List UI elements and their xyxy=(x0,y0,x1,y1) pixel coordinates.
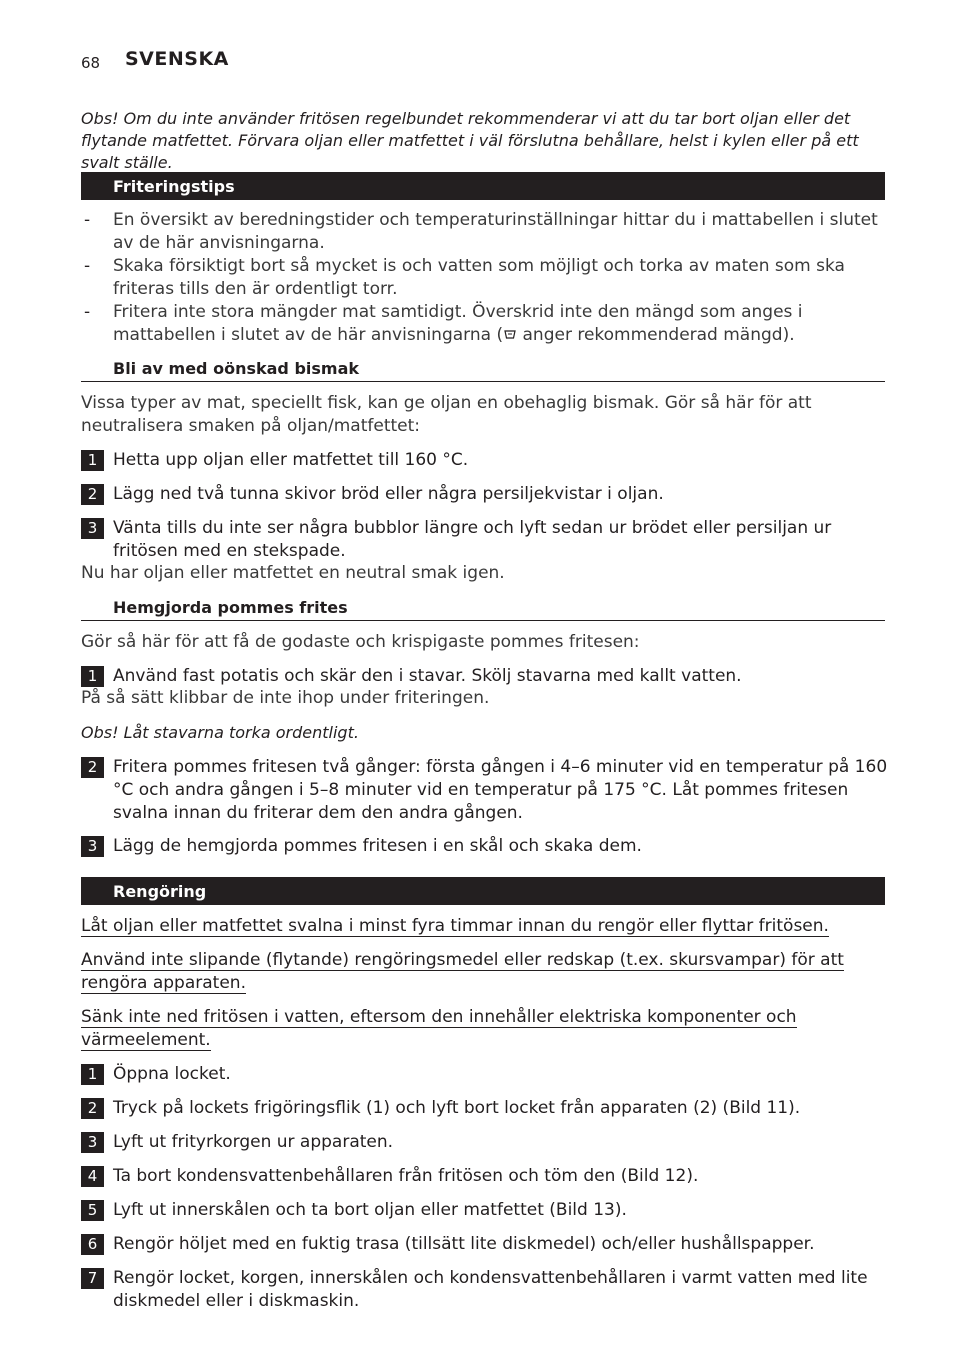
step-number: 1 xyxy=(81,1064,104,1085)
step-text: Fritera pommes fritesen två gånger: första gången i 4–6 minuter vid en temperatur på 160 °C och andra gången i 5–8 minuter vid en temperatur på 175 °C. Låt pommes fritesen svalna innan du friterar dem den andra gången. xyxy=(113,757,888,823)
subsection-title: Hemgjorda pommes frites xyxy=(113,598,348,617)
section-title: Friteringstips xyxy=(113,177,235,196)
step-text: Öppna locket. xyxy=(113,1064,231,1084)
step-number: 2 xyxy=(81,484,104,505)
step-number: 7 xyxy=(81,1268,104,1289)
section-cleaning xyxy=(81,877,885,905)
step-number: 2 xyxy=(81,757,104,778)
step-text: Hetta upp oljan eller matfettet till 160 °C. xyxy=(113,450,469,470)
step-number: 1 xyxy=(81,666,104,687)
warning-text: Sänk inte ned fritösen i vatten, eftersom den innehåller elektriska komponenter och värmeelement. xyxy=(81,1007,797,1050)
bullet-text: En översikt av beredningstider och temperaturinställningar hittar du i mattabellen i slutet av de här anvisningarna. xyxy=(113,210,878,253)
step-text: Tryck på lockets frigöringsflik (1) och lyft bort locket från apparaten (2) (Bild 11). xyxy=(113,1098,801,1118)
section-frying-tips xyxy=(81,172,885,200)
warning-text: Använd inte slipande (flytande) rengöringsmedel eller redskap (t.ex. skursvampar) för att rengöra apparaten. xyxy=(81,950,844,993)
taste-intro: Vissa typer av mat, speciellt fisk, kan ge oljan en obehaglig bismak. Gör så här för att neutralisera smaken på oljan/matfettet: xyxy=(81,393,812,436)
bullet-text: Skaka försiktigt bort så mycket is och vatten som möjligt och torka av maten som ska friteras tills den är ordentligt torr. xyxy=(113,256,845,299)
cup-icon xyxy=(503,327,517,341)
step-number: 5 xyxy=(81,1200,104,1221)
step-number: 3 xyxy=(81,518,104,539)
step-text: Lyft ut frityrkorgen ur apparaten. xyxy=(113,1132,394,1152)
taste-outro: Nu har oljan eller matfettet en neutral smak igen. xyxy=(81,563,505,583)
subsection-taste xyxy=(81,357,885,382)
subsection-title: Bli av med oönskad bismak xyxy=(113,359,360,378)
step-text: Ta bort kondensvattenbehållaren från fritösen och töm den (Bild 12). xyxy=(113,1166,699,1186)
fries-step1-note: På så sätt klibbar de inte ihop under friteringen. xyxy=(81,688,490,708)
section-title: Rengöring xyxy=(113,882,207,901)
subsection-fries xyxy=(81,596,885,621)
step-text: Vänta tills du inte ser några bubblor längre och lyft sedan ur brödet eller persiljan ur fritösen med en stekspade. xyxy=(113,518,832,561)
step-number: 3 xyxy=(81,1132,104,1153)
step-number: 4 xyxy=(81,1166,104,1187)
fries-intro: Gör så här för att få de godaste och krispigaste pommes fritesen: xyxy=(81,632,640,652)
bullet-text: Fritera inte stora mängder mat samtidigt. Överskrid inte den mängd som anges i mattabellen i slutet av de här anvisningarna ( anger rekommenderad mängd). xyxy=(113,302,803,345)
step-text: Använd fast potatis och skär den i stavar. Skölj stavarna med kallt vatten. xyxy=(113,666,742,686)
step-text: Rengör locket, korgen, innerskålen och kondensvattenbehållaren i varmt vatten med lite diskmedel eller i diskmaskin. xyxy=(113,1268,868,1311)
page-number: 68 xyxy=(81,54,101,72)
warning-text: Låt oljan eller matfettet svalna i minst fyra timmar innan du rengör eller flyttar fritösen. xyxy=(81,916,829,936)
fries-obs-note: Obs! Låt stavarna torka ordentligt. xyxy=(81,723,359,742)
step-text: Lyft ut innerskålen och ta bort oljan eller matfettet (Bild 13). xyxy=(113,1200,627,1220)
step-number: 3 xyxy=(81,836,104,857)
step-text: Lägg ned två tunna skivor bröd eller några persiljekvistar i oljan. xyxy=(113,484,664,504)
step-number: 6 xyxy=(81,1234,104,1255)
intro-note: Obs! Om du inte använder fritösen regelbundet rekommenderar vi att du tar bort oljan eller det flytande matfettet. Förvara oljan eller matfettet i väl förslutna behållare, helst i kylen eller på ett svalt ställe. xyxy=(81,109,859,172)
language-heading: SVENSKA xyxy=(125,48,229,70)
step-text: Lägg de hemgjorda pommes fritesen i en skål och skaka dem. xyxy=(113,836,642,856)
step-number: 2 xyxy=(81,1098,104,1119)
step-number: 1 xyxy=(81,450,104,471)
step-text: Rengör höljet med en fuktig trasa (tillsätt lite diskmedel) och/eller hushållspapper. xyxy=(113,1234,815,1254)
